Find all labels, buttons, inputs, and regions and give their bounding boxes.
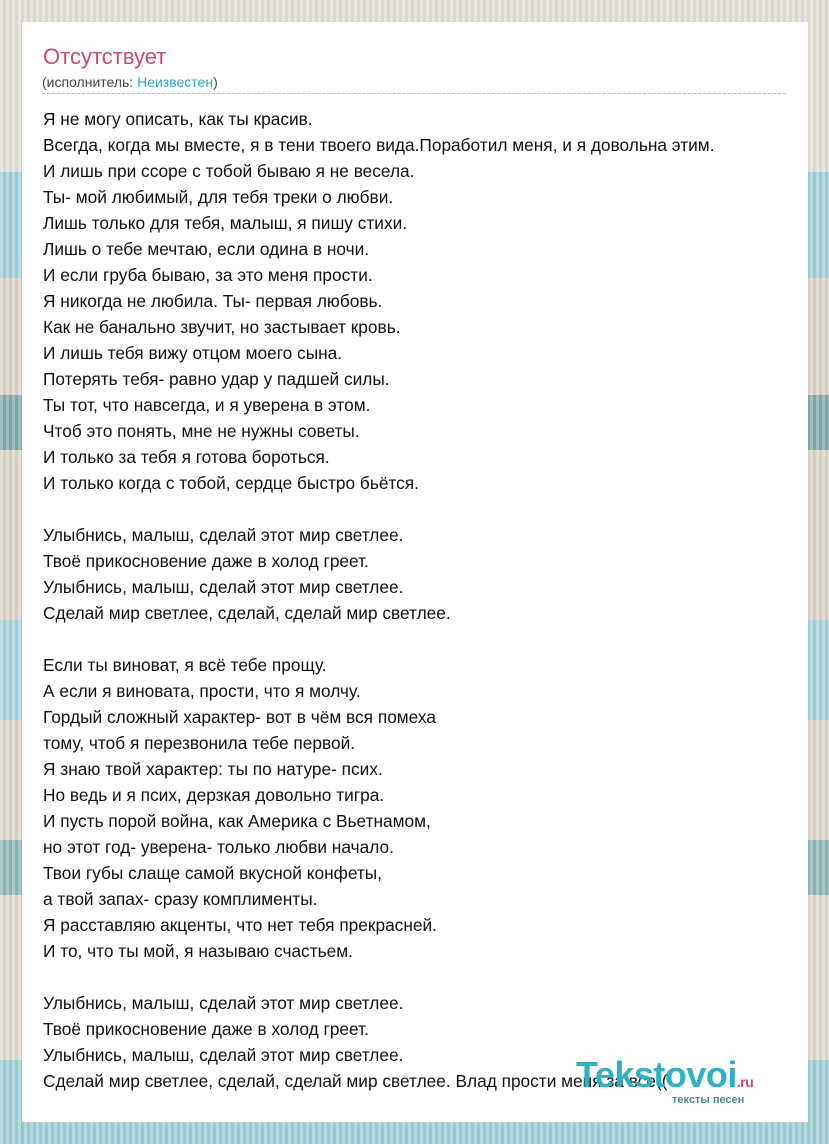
- lyric-line: а твой запах- сразу комплименты.: [43, 889, 318, 909]
- logo-domain: .ru: [736, 1074, 754, 1090]
- lyric-line: Если ты виноват, я всё тебе прощу.: [43, 655, 327, 675]
- lyric-line: Но ведь и я псих, дерзкая довольно тигра.: [43, 785, 385, 805]
- lyric-line: Лишь о тебе мечтаю, если одина в ночи.: [43, 239, 370, 259]
- lyric-line: Твоё прикосновение даже в холод греет.: [43, 551, 369, 571]
- byline-suffix: ): [213, 74, 218, 90]
- lyric-line: Сделай мир светлее, сделай, сделай мир светлее. Влад прости меня за все((: [43, 1071, 668, 1091]
- lyric-line: Всегда, когда мы вместе, я в тени твоего вида.Поработил меня, и я довольна этим.: [43, 135, 715, 155]
- lyric-line: И лишь тебя вижу отцом моего сына.: [43, 343, 343, 363]
- lyric-line: Улыбнись, малыш, сделай этот мир светлее.: [43, 993, 404, 1013]
- lyric-line: Сделай мир светлее, сделай, сделай мир светлее.: [43, 603, 451, 623]
- lyric-line: Как не банально звучит, но застывает кровь.: [43, 317, 401, 337]
- lyrics-card: [22, 22, 808, 1122]
- byline-prefix: (исполнитель:: [42, 74, 138, 90]
- lyric-line: Потерять тебя- равно удар у падшей силы.: [43, 369, 390, 389]
- lyric-line: И только когда с тобой, сердце быстро бьётся.: [43, 473, 419, 493]
- lyric-line: Чтоб это понять, мне не нужны советы.: [43, 421, 360, 441]
- lyric-line: Я расставляю акценты, что нет тебя прекрасней.: [43, 915, 437, 935]
- lyric-line: Я не могу описать, как ты красив.: [43, 109, 313, 129]
- lyric-line: Гордый сложный характер- вот в чём вся помеха: [43, 707, 436, 727]
- site-tagline: тексты песен: [672, 1094, 745, 1106]
- lyric-line: И только за тебя я готова бороться.: [43, 447, 330, 467]
- lyric-line: Улыбнись, малыш, сделай этот мир светлее.: [43, 577, 404, 597]
- lyric-line: А если я виновата, прости, что я молчу.: [43, 681, 361, 701]
- stanza-gap: [43, 496, 715, 522]
- lyric-line: И лишь при ссоре с тобой бываю я не весела.: [43, 161, 415, 181]
- lyric-line: Твоё прикосновение даже в холод греет.: [43, 1019, 369, 1039]
- lyric-line: Я знаю твой характер: ты по натуре- псих.: [43, 759, 383, 779]
- lyric-line: Ты тот, что навсегда, и я уверена в этом.: [43, 395, 371, 415]
- stanza-gap: [43, 964, 715, 990]
- lyric-line: Лишь только для тебя, малыш, я пишу стихи.: [43, 213, 408, 233]
- lyric-line: И пусть порой война, как Америка с Вьетнамом,: [43, 811, 431, 831]
- lyric-line: но этот год- уверена- только любви начало.: [43, 837, 394, 857]
- artist-link[interactable]: Неизвестен: [137, 74, 214, 90]
- lyric-line: Твои губы слаще самой вкусной конфеты,: [43, 863, 383, 883]
- lyric-line: Я никогда не любила. Ты- первая любовь.: [43, 291, 383, 311]
- song-title: Отсутствует: [43, 44, 167, 69]
- lyric-line: Ты- мой любимый, для тебя треки о любви.: [43, 187, 394, 207]
- lyric-line: Улыбнись, малыш, сделай этот мир светлее.: [43, 1045, 404, 1065]
- lyric-line: тому, чтоб я перезвонила тебе первой.: [43, 733, 356, 753]
- lyric-line: И то, что ты мой, я называю счастьем.: [43, 941, 353, 961]
- lyrics-text: [43, 106, 715, 1094]
- lyric-line: Улыбнись, малыш, сделай этот мир светлее.: [43, 525, 404, 545]
- logo-text: Tekstovoi: [576, 1054, 737, 1095]
- title-divider: [42, 93, 786, 94]
- stanza-gap: [43, 626, 715, 652]
- lyric-line: И если груба бываю, за это меня прости.: [43, 265, 373, 285]
- artist-byline: [42, 74, 218, 90]
